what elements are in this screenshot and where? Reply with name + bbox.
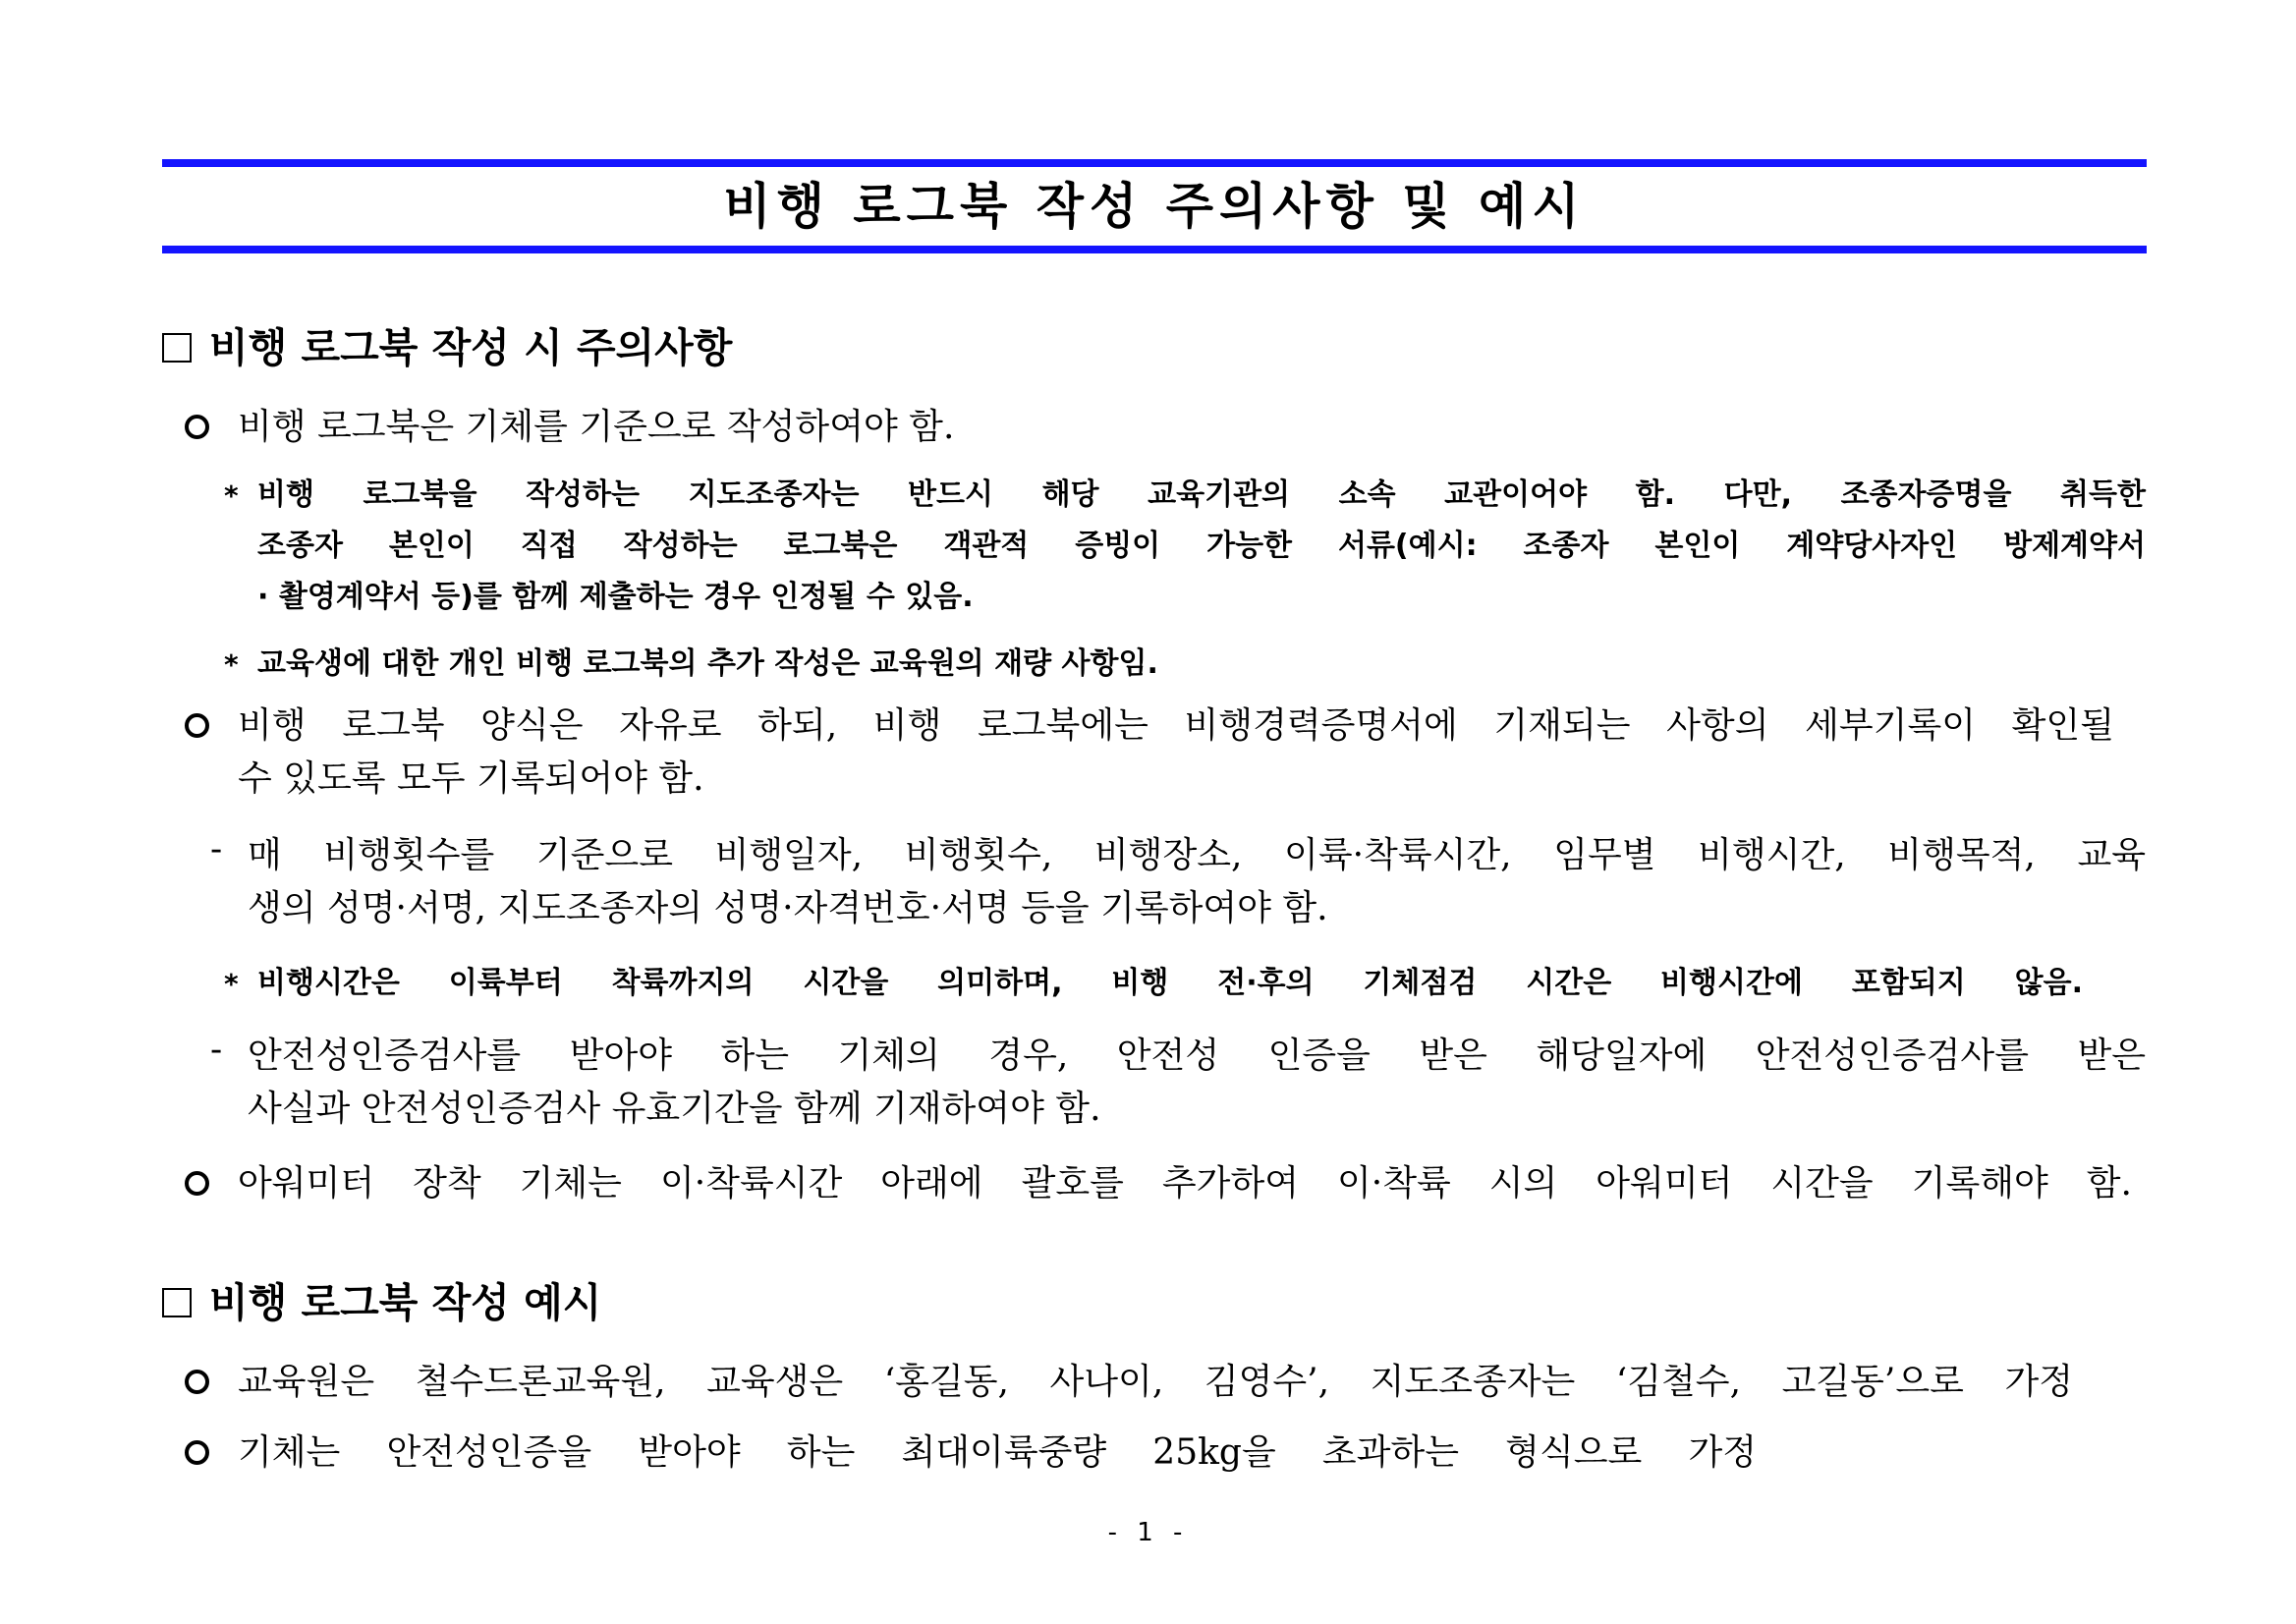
note-text-line: · 촬영계약서 등)를 함께 제출하는 경우 인정될 수 있음. xyxy=(257,580,974,614)
page-title: 비행 로그북 작성 주의사항 및 예시 xyxy=(723,178,1586,235)
section-heading-text: 비행 로그북 작성 시 주의사항 xyxy=(209,324,733,371)
bullet-text-line: 비행 로그북 양식은 자유로 하되, 비행 로그북에는 비행경력증명서에 기재되는 사항의 세부기록이 확인될 xyxy=(238,705,2114,746)
dash-bullet-icon: - xyxy=(210,1030,223,1070)
page-number: - 1 - xyxy=(1107,1518,1189,1547)
dash-text-line: 안전성인증검사를 받아야 하는 기체의 경우, 안전성 인증을 받은 해당일자에 안전성인증검사를 받은 xyxy=(248,1036,2146,1076)
dash-bullet-icon: - xyxy=(210,829,223,869)
dash-text-line: 사실과 안전성인증검사 유효기간을 함께 기재하여야 함. xyxy=(248,1089,1101,1129)
section-heading-text: 비행 로그북 작성 예시 xyxy=(209,1279,602,1326)
checkbox-square-icon xyxy=(162,1288,192,1317)
circle-bullet-icon xyxy=(185,1370,209,1394)
bullet-text: 교육원은 철수드론교육원, 교육생은 ‘홍길동, 사나이, 김영수’, 지도조종자는 ‘김철수, 고길동’으로 가정 xyxy=(238,1362,2073,1402)
circle-bullet-icon xyxy=(185,713,209,738)
bullet-text-line: 수 있도록 모두 기록되어야 함. xyxy=(238,758,704,799)
checkbox-square-icon xyxy=(162,333,192,363)
bullet-text: 비행 로그북은 기체를 기준으로 작성하여야 함. xyxy=(238,407,955,447)
section-heading-examples xyxy=(162,1277,601,1328)
bullet-text: 아워미터 장착 기체는 이·착륙시간 아래에 괄호를 추가하여 이·착륙 시의 아워미터 시간을 기록해야 함. xyxy=(238,1163,2132,1204)
circle-bullet-icon xyxy=(185,1440,209,1465)
title-bottom-rule xyxy=(162,246,2147,253)
note-text-line: 비행 로그북을 작성하는 지도조종자는 반드시 해당 교육기관의 소속 교관이어야 함. 다만, 조종자증명을 취득한 xyxy=(257,477,2146,512)
asterisk-icon: * xyxy=(224,648,239,681)
section-heading-cautions xyxy=(162,322,732,373)
dash-text-line: 생의 성명·서명, 지도조종자의 성명·자격번호·서명 등을 기록하여야 함. xyxy=(248,888,1328,928)
dash-text-line: 매 비행횟수를 기준으로 비행일자, 비행횟수, 비행장소, 이륙·착륙시간, 임무별 비행시간, 비행목적, 교육 xyxy=(248,835,2146,875)
title-top-rule xyxy=(162,159,2147,167)
note-text-line: 비행시간은 이륙부터 착륙까지의 시간을 의미하며, 비행 전·후의 기체점검 시간은 비행시간에 포함되지 않음. xyxy=(257,966,2083,1000)
asterisk-icon: * xyxy=(224,968,239,1000)
note-text-line: 교육생에 대한 개인 비행 로그북의 추가 작성은 교육원의 재량 사항임. xyxy=(257,646,1158,681)
asterisk-icon: * xyxy=(224,479,239,512)
circle-bullet-icon xyxy=(185,1171,209,1196)
circle-bullet-icon xyxy=(185,415,209,439)
note-text-line: 조종자 본인이 직접 작성하는 로그북은 객관적 증빙이 가능한 서류(예시: 조종자 본인이 계약당사자인 방제계약서 xyxy=(257,529,2146,563)
bullet-text: 기체는 안전성인증을 받아야 하는 최대이륙중량 25kg을 초과하는 형식으로 가정 xyxy=(238,1432,1757,1473)
